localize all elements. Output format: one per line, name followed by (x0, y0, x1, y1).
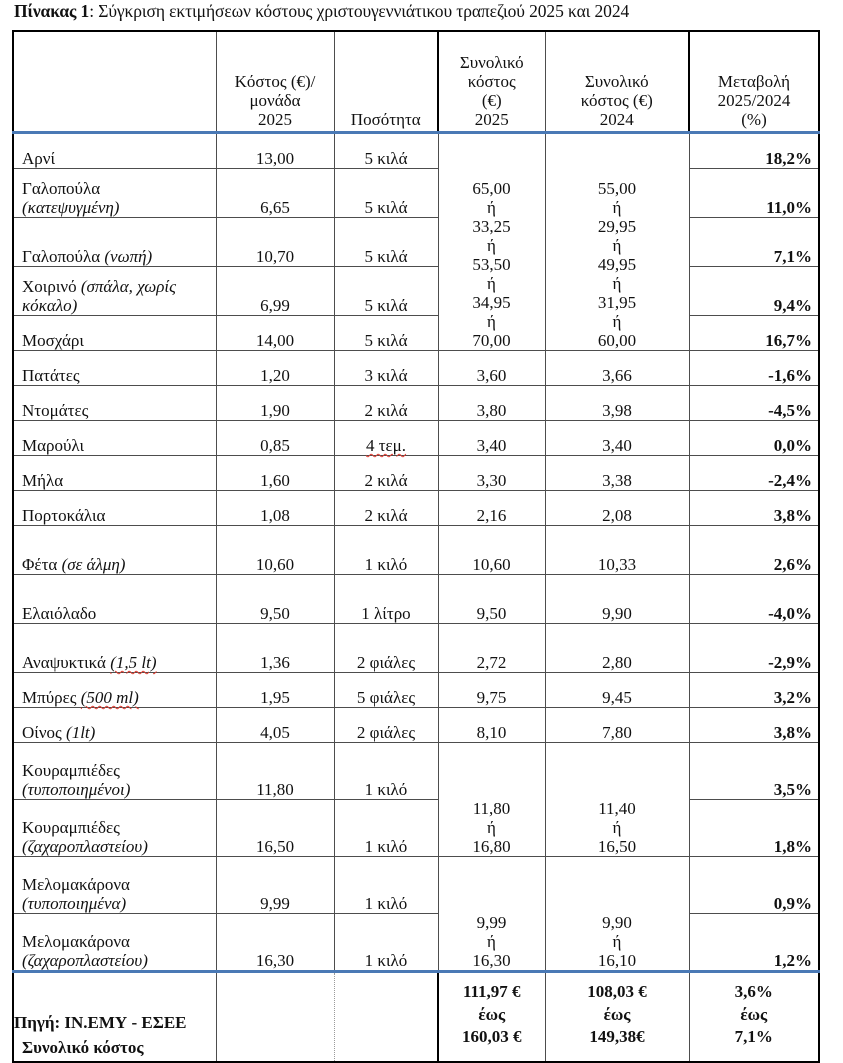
header-cell-change: Μεταβολή 2025/2024 (%) (689, 31, 819, 133)
cell-unit-cost: 1,20 (216, 351, 334, 386)
table-row (13, 421, 819, 456)
cell-change: 3,5% (689, 743, 819, 800)
cell-quantity: 5 κιλά (334, 133, 438, 169)
cell-total-2025: 3,40 (438, 421, 545, 456)
table-caption (14, 1, 629, 22)
cell-change: 9,4% (689, 267, 819, 316)
cell-unit-cost: 9,50 (216, 575, 334, 624)
cell-change: 3,2% (689, 673, 819, 708)
cell-total-2025-range: 11,80 ή 16,80 (438, 743, 545, 857)
cell-total-2025: 8,10 (438, 708, 545, 743)
cell-item-name: Μήλα (13, 456, 216, 491)
cell-unit-cost: 0,85 (216, 421, 334, 456)
cell-item-name: Κουραμπιέδες (τυποποιημένοι) (13, 743, 216, 800)
total-2025: 111,97 € έως 160,03 € (438, 972, 545, 1063)
cell-total-2024: 3,38 (545, 456, 689, 491)
cell-total-2024: 3,98 (545, 386, 689, 421)
cell-item-name: Αναψυκτικά (1,5 lt) (13, 624, 216, 673)
cell-item-name: Γαλοπούλα (κατεψυγμένη) (13, 169, 216, 218)
table-row (13, 800, 819, 857)
cell-item-name: Μπύρες (500 ml) (13, 673, 216, 708)
cell-total-2024-range: 9,90 ή 16,10 (545, 857, 689, 972)
cell-total-2024: 9,45 (545, 673, 689, 708)
cell-total-2025: 3,60 (438, 351, 545, 386)
total-label: Συνολικό κόστος (13, 972, 216, 1063)
cell-change: -1,6% (689, 351, 819, 386)
total-blank-unit-cost (216, 972, 334, 1063)
cell-change: -2,9% (689, 624, 819, 673)
cell-total-2025: 3,80 (438, 386, 545, 421)
caption-text: : Σύγκριση εκτιμήσεων κόστους χριστουγεννιάτικου τραπεζιού 2025 και 2024 (89, 1, 630, 21)
cell-item-name: Μοσχάρι (13, 316, 216, 351)
cell-unit-cost: 1,95 (216, 673, 334, 708)
cell-unit-cost: 1,36 (216, 624, 334, 673)
cell-unit-cost: 11,80 (216, 743, 334, 800)
table-row (13, 351, 819, 386)
table-row (13, 316, 819, 351)
cell-quantity: 1 κιλό (334, 743, 438, 800)
total-2024: 108,03 € έως 149,38€ (545, 972, 689, 1063)
cell-unit-cost: 4,05 (216, 708, 334, 743)
source-note: Πηγή: ΙΝ.ΕΜΥ - ΕΣΕΕ (14, 1013, 187, 1032)
cell-item-name: Χοιρινό (σπάλα, χωρίς κόκαλο) (13, 267, 216, 316)
cell-change: 0,0% (689, 421, 819, 456)
cell-change: 3,8% (689, 491, 819, 526)
cell-total-2024-range: 11,40 ή 16,50 (545, 743, 689, 857)
cell-change: -4,0% (689, 575, 819, 624)
cell-quantity: 3 κιλά (334, 351, 438, 386)
cell-quantity: 1 κιλό (334, 914, 438, 972)
cell-quantity: 2 φιάλες (334, 708, 438, 743)
cell-unit-cost: 1,60 (216, 456, 334, 491)
cost-comparison-table (12, 30, 820, 1063)
table-row (13, 169, 819, 218)
cell-item-name: Πορτοκάλια (13, 491, 216, 526)
caption-label: Πίνακας 1 (14, 1, 90, 21)
cell-change: 0,9% (689, 857, 819, 914)
table-row (13, 575, 819, 624)
cell-quantity: 2 κιλά (334, 491, 438, 526)
table-row (13, 133, 819, 169)
cell-unit-cost: 1,08 (216, 491, 334, 526)
cell-item-name: Οίνος (1lt) (13, 708, 216, 743)
cell-total-2024: 2,80 (545, 624, 689, 673)
cell-unit-cost: 14,00 (216, 316, 334, 351)
cell-quantity: 5 κιλά (334, 169, 438, 218)
table-row (13, 526, 819, 575)
cell-total-2025: 2,16 (438, 491, 545, 526)
cell-total-2024-range: 55,00 ή 29,95 ή 49,95 ή 31,95 ή 60,00 (545, 133, 689, 351)
cell-quantity: 1 κιλό (334, 526, 438, 575)
cell-item-name: Μελομακάρονα (τυποποιημένα) (13, 857, 216, 914)
cell-quantity: 1 κιλό (334, 857, 438, 914)
cell-unit-cost: 6,65 (216, 169, 334, 218)
cell-unit-cost: 9,99 (216, 857, 334, 914)
cell-total-2025-range: 9,99 ή 16,30 (438, 857, 545, 972)
cell-item-name: Πατάτες (13, 351, 216, 386)
header-cell-total-2024: Συνολικό κόστος (€) 2024 (545, 31, 689, 133)
cell-quantity: 5 κιλά (334, 316, 438, 351)
cell-item-name: Φέτα (σε άλμη) (13, 526, 216, 575)
cell-item-name: Γαλοπούλα (νωπή) (13, 218, 216, 267)
header-cell-quantity: Ποσότητα (334, 31, 438, 133)
cell-total-2024: 3,66 (545, 351, 689, 386)
table-row (13, 267, 819, 316)
cell-item-name: Αρνί (13, 133, 216, 169)
cell-total-2024: 3,40 (545, 421, 689, 456)
table-row (13, 914, 819, 972)
cell-total-2025: 9,75 (438, 673, 545, 708)
cell-quantity: 5 κιλά (334, 267, 438, 316)
cell-unit-cost: 6,99 (216, 267, 334, 316)
cell-item-name: Ντομάτες (13, 386, 216, 421)
header-cell-total-2025: Συνολικό κόστος (€) 2025 (438, 31, 545, 133)
cell-quantity: 1 κιλό (334, 800, 438, 857)
table-row (13, 386, 819, 421)
cell-change: 7,1% (689, 218, 819, 267)
cell-change: 18,2% (689, 133, 819, 169)
cell-item-name: Μελομακάρονα (ζαχαροπλαστείου) (13, 914, 216, 972)
table-row (13, 708, 819, 743)
table-row (13, 218, 819, 267)
table-row (13, 673, 819, 708)
cell-item-name: Κουραμπιέδες (ζαχαροπλαστείου) (13, 800, 216, 857)
cell-item-name: Μαρούλι (13, 421, 216, 456)
table-row (13, 624, 819, 673)
cell-quantity: 2 φιάλες (334, 624, 438, 673)
cell-unit-cost: 10,70 (216, 218, 334, 267)
header-cell-unit-cost: Κόστος (€)/ μονάδα 2025 (216, 31, 334, 133)
cell-total-2024: 2,08 (545, 491, 689, 526)
cell-total-2025-range: 65,00 ή 33,25 ή 53,50 ή 34,95 ή 70,00 (438, 133, 545, 351)
cell-change: 16,7% (689, 316, 819, 351)
cell-total-2025: 9,50 (438, 575, 545, 624)
cell-change: 1,8% (689, 800, 819, 857)
cell-item-name: Ελαιόλαδο (13, 575, 216, 624)
cell-quantity: 5 φιάλες (334, 673, 438, 708)
cell-unit-cost: 16,30 (216, 914, 334, 972)
cell-quantity: 2 κιλά (334, 456, 438, 491)
table-row (13, 743, 819, 800)
cell-total-2025: 10,60 (438, 526, 545, 575)
table-header-row (13, 31, 819, 133)
cell-unit-cost: 16,50 (216, 800, 334, 857)
table-row (13, 491, 819, 526)
cell-quantity: 1 λίτρο (334, 575, 438, 624)
cell-unit-cost: 10,60 (216, 526, 334, 575)
table-row (13, 857, 819, 914)
cell-total-2025: 3,30 (438, 456, 545, 491)
cell-unit-cost: 1,90 (216, 386, 334, 421)
cell-total-2025: 2,72 (438, 624, 545, 673)
cell-total-2024: 7,80 (545, 708, 689, 743)
cell-quantity: 4 τεμ. (334, 421, 438, 456)
cell-quantity: 2 κιλά (334, 386, 438, 421)
table-row (13, 456, 819, 491)
cell-change: -4,5% (689, 386, 819, 421)
cell-change: 11,0% (689, 169, 819, 218)
cell-change: -2,4% (689, 456, 819, 491)
cell-unit-cost: 13,00 (216, 133, 334, 169)
cost-comparison-table-wrap (12, 30, 818, 1063)
cell-change: 2,6% (689, 526, 819, 575)
cell-change: 3,8% (689, 708, 819, 743)
cell-change: 1,2% (689, 914, 819, 972)
cell-total-2024: 10,33 (545, 526, 689, 575)
header-cell-item (13, 31, 216, 133)
total-blank-quantity (334, 972, 438, 1063)
cell-quantity: 5 κιλά (334, 218, 438, 267)
total-change: 3,6% έως 7,1% (689, 972, 819, 1063)
cell-total-2024: 9,90 (545, 575, 689, 624)
